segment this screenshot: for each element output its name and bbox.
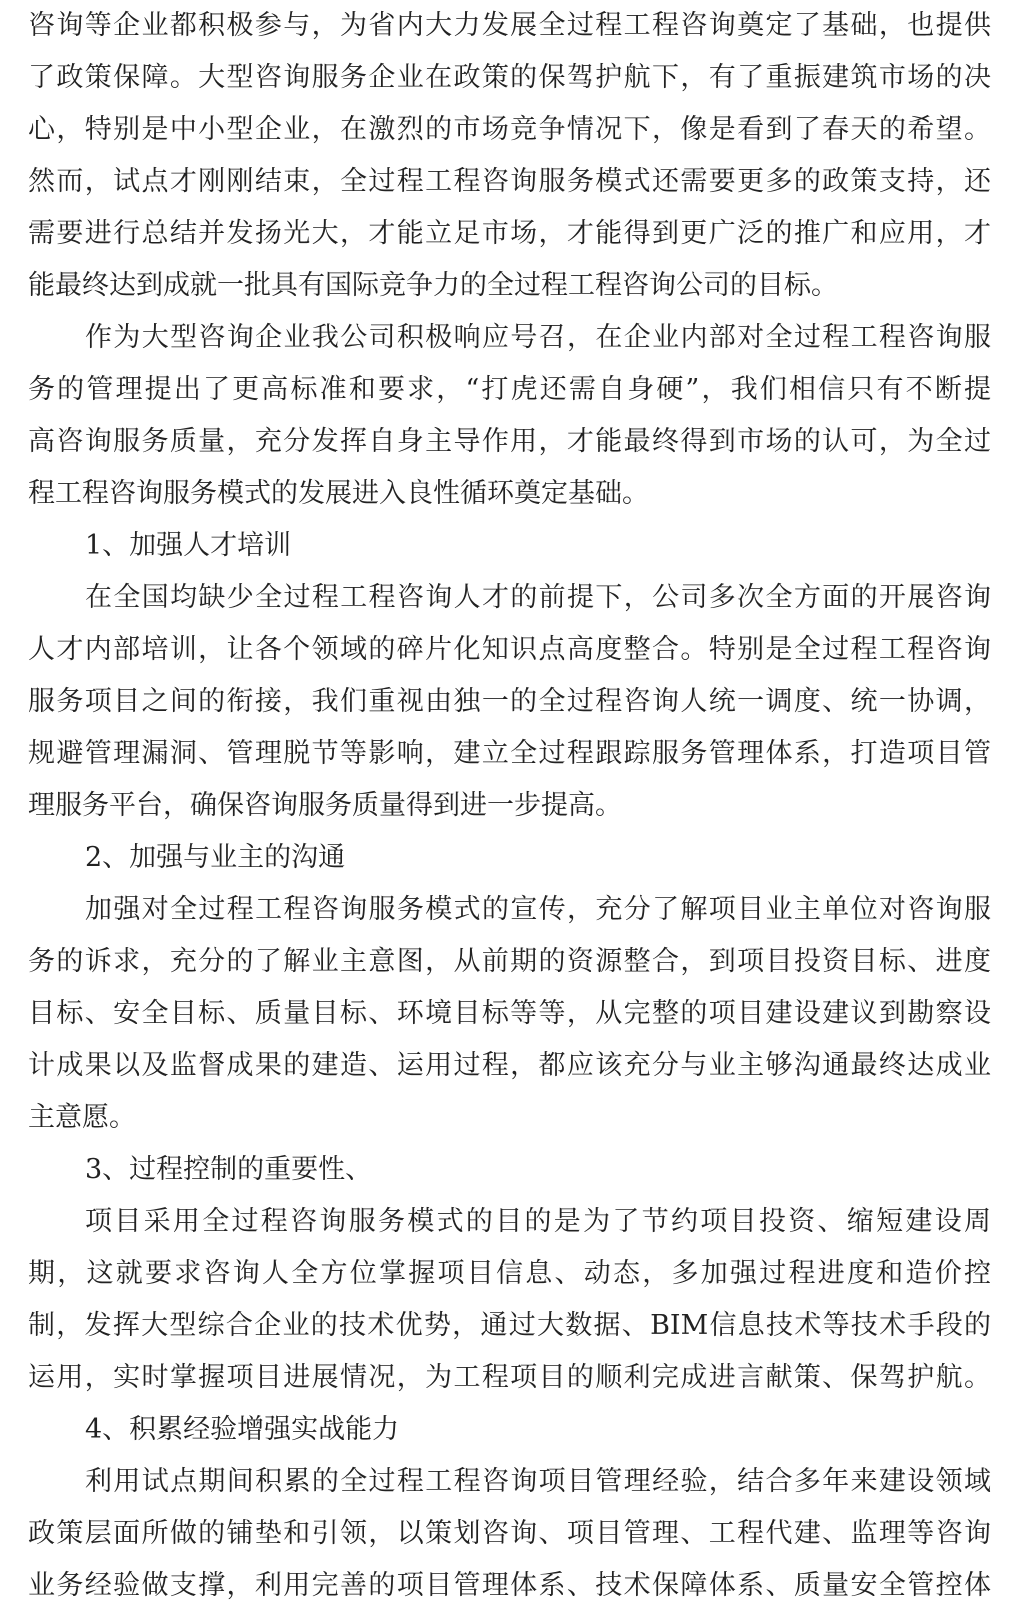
text-line: 能最终达到成就一批具有国际竞争力的全过程工程咨询公司的目标。 xyxy=(28,270,838,301)
text-line: 需要进行总结并发扬光大，才能立足市场，才能得到更广泛的推广和应用，才 xyxy=(28,218,991,249)
text-line: 理服务平台，确保咨询服务质量得到进一步提高。 xyxy=(28,790,622,821)
text-line: 务的诉求，充分的了解业主意图，从前期的资源整合，到项目投资目标、进度 xyxy=(28,946,991,977)
text-line: 加强对全过程工程咨询服务模式的宣传，充分了解项目业主单位对咨询服 xyxy=(85,894,991,925)
text-line: 作为大型咨询企业我公司积极响应号召，在企业内部对全过程工程咨询服 xyxy=(85,322,991,353)
text-line: 咨询等企业都积极参与，为省内大力发展全过程工程咨询奠定了基础，也提供 xyxy=(28,10,991,41)
text-line: 期，这就要求咨询人全方位掌握项目信息、动态，多加强过程进度和造价控 xyxy=(28,1258,991,1289)
text-line: 运用，实时掌握项目进展情况，为工程项目的顺利完成进言献策、保驾护航。 xyxy=(28,1362,991,1393)
text-line: 服务项目之间的衔接，我们重视由独一的全过程咨询人统一调度、统一协调， xyxy=(28,686,991,717)
text-line: 主意愿。 xyxy=(28,1102,136,1133)
document-body xyxy=(28,0,991,1612)
section-heading: 4、积累经验增强实战能力 xyxy=(85,1414,400,1445)
text-line: 了政策保障。大型咨询服务企业在政策的保驾护航下，有了重振建筑市场的决 xyxy=(28,62,991,93)
section-heading: 2、加强与业主的沟通 xyxy=(85,842,346,873)
text-line: 程工程咨询服务模式的发展进入良性循环奠定基础。 xyxy=(28,478,649,509)
section-heading: 3、过程控制的重要性、 xyxy=(85,1154,373,1185)
section-heading: 1、加强人才培训 xyxy=(85,530,292,561)
text-line: 在全国均缺少全过程工程咨询人才的前提下，公司多次全方面的开展咨询 xyxy=(85,582,991,613)
text-line: 政策层面所做的铺垫和引领，以策划咨询、项目管理、工程代建、监理等咨询 xyxy=(28,1518,991,1549)
text-line: 计成果以及监督成果的建造、运用过程，都应该充分与业主够沟通最终达成业 xyxy=(28,1050,991,1081)
text-line: 目标、安全目标、质量目标、环境目标等等，从完整的项目建设建议到勘察设 xyxy=(28,998,991,1029)
text-line: 规避管理漏洞、管理脱节等影响，建立全过程跟踪服务管理体系，打造项目管 xyxy=(28,738,991,769)
text-line: 务的管理提出了更高标准和要求，“打虎还需自身硬”，我们相信只有不断提 xyxy=(28,374,991,405)
text-line: 利用试点期间积累的全过程工程咨询项目管理经验，结合多年来建设领域 xyxy=(85,1466,991,1497)
text-line: 制，发挥大型综合企业的技术优势，通过大数据、BIM信息技术等技术手段的 xyxy=(28,1310,991,1341)
text-line: 然而，试点才刚刚结束，全过程工程咨询服务模式还需要更多的政策支持，还 xyxy=(28,166,991,197)
text-line: 高咨询服务质量，充分发挥自身主导作用，才能最终得到市场的认可，为全过 xyxy=(28,426,991,457)
text-line: 项目采用全过程咨询服务模式的目的是为了节约项目投资、缩短建设周 xyxy=(85,1206,991,1237)
text-line: 心，特别是中小型企业，在激烈的市场竞争情况下，像是看到了春天的希望。 xyxy=(28,114,991,145)
text-line: 人才内部培训，让各个领域的碎片化知识点高度整合。特别是全过程工程咨询 xyxy=(28,634,991,665)
text-line: 业务经验做支撑，利用完善的项目管理体系、技术保障体系、质量安全管控体 xyxy=(28,1570,991,1601)
